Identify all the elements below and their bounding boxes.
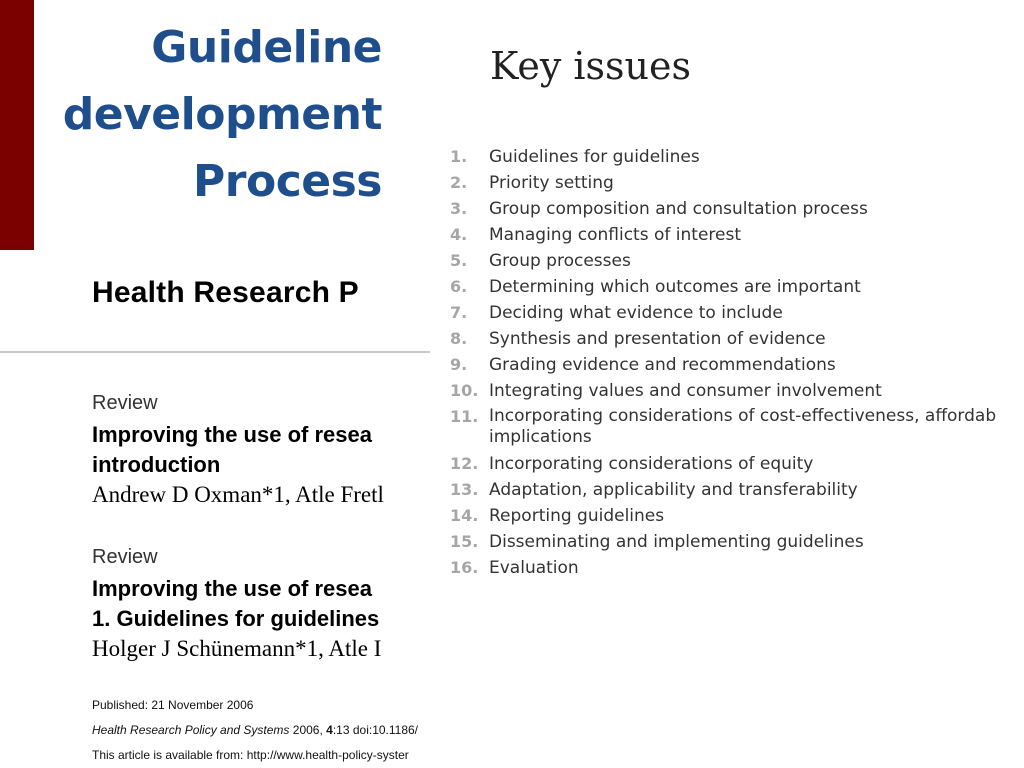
list-item bbox=[450, 222, 1024, 248]
slide-title-line: development bbox=[62, 89, 382, 140]
review-entry bbox=[92, 546, 381, 664]
item-text: Determining which outcomes are important bbox=[489, 277, 861, 297]
item-number: 2. bbox=[450, 173, 468, 192]
divider bbox=[0, 351, 430, 353]
item-number: 16. bbox=[450, 558, 479, 577]
review-title: 1. Guidelines for guidelines bbox=[92, 606, 380, 631]
availability-note: This article is available from: http://www.health-policy-syster bbox=[92, 748, 409, 762]
item-number: 14. bbox=[450, 506, 479, 525]
list-item bbox=[450, 196, 1024, 222]
item-number: 11. bbox=[450, 407, 479, 426]
review-authors: Andrew D Oxman*1, Atle Fretl bbox=[92, 482, 384, 507]
item-number: 8. bbox=[450, 329, 468, 348]
item-number: 10. bbox=[450, 381, 479, 400]
item-number: 6. bbox=[450, 277, 468, 296]
list-item bbox=[450, 378, 1024, 404]
review-authors: Holger J Schünemann*1, Atle I bbox=[92, 636, 382, 661]
key-issues-heading: Key issues bbox=[490, 44, 692, 88]
review-kind: Review bbox=[92, 546, 158, 568]
accent-bar bbox=[0, 0, 34, 250]
item-text: Incorporating considerations of cost-effectiveness, affordab bbox=[489, 406, 997, 426]
list-item bbox=[450, 503, 1024, 529]
list-item bbox=[450, 300, 1024, 326]
key-issues-list bbox=[450, 144, 1024, 581]
item-number: 13. bbox=[450, 480, 479, 499]
item-number: 9. bbox=[450, 355, 468, 374]
item-number: 4. bbox=[450, 225, 468, 244]
citation bbox=[92, 723, 418, 737]
list-item bbox=[450, 326, 1024, 352]
item-number: 7. bbox=[450, 303, 468, 322]
review-kind: Review bbox=[92, 392, 158, 414]
item-number: 3. bbox=[450, 199, 468, 218]
list-item bbox=[450, 144, 1024, 170]
item-text: Managing conflicts of interest bbox=[489, 225, 741, 245]
item-text: Group composition and consultation process bbox=[489, 199, 868, 219]
published-date: Published: 21 November 2006 bbox=[92, 698, 254, 712]
item-number: 12. bbox=[450, 454, 479, 473]
item-number: 1. bbox=[450, 147, 468, 166]
list-item bbox=[450, 477, 1024, 503]
journal-clipping bbox=[0, 262, 430, 768]
list-item bbox=[450, 529, 1024, 555]
review-title: introduction bbox=[92, 452, 221, 477]
list-item bbox=[450, 555, 1024, 581]
citation-year: 2006, bbox=[292, 723, 323, 737]
review-entry bbox=[92, 392, 384, 510]
slide-title-line: Process bbox=[193, 156, 382, 207]
item-text: Guidelines for guidelines bbox=[489, 147, 700, 167]
citation-rest: :13 doi:10.1186/ bbox=[332, 723, 419, 737]
list-item bbox=[450, 248, 1024, 274]
item-text: Integrating values and consumer involvement bbox=[489, 381, 882, 401]
slide-title bbox=[40, 14, 382, 215]
list-item bbox=[450, 404, 1024, 451]
list-item bbox=[450, 170, 1024, 196]
citation-journal: Health Research Policy and Systems bbox=[92, 723, 290, 737]
item-text: Reporting guidelines bbox=[489, 506, 665, 526]
item-number: 5. bbox=[450, 251, 468, 270]
list-item bbox=[450, 352, 1024, 378]
item-text: Incorporating considerations of equity bbox=[489, 454, 814, 474]
slide-title-line: Guideline bbox=[151, 22, 382, 73]
list-item bbox=[450, 274, 1024, 300]
review-title: Improving the use of resea bbox=[92, 422, 372, 447]
item-text: Group processes bbox=[489, 251, 631, 271]
item-text: Evaluation bbox=[489, 558, 579, 578]
item-text: Disseminating and implementing guidelines bbox=[489, 532, 864, 552]
item-number: 15. bbox=[450, 532, 479, 551]
review-title: Improving the use of resea bbox=[92, 576, 372, 601]
item-text: Synthesis and presentation of evidence bbox=[489, 329, 826, 349]
list-item bbox=[450, 451, 1024, 477]
item-text: Priority setting bbox=[489, 173, 614, 193]
item-text: Grading evidence and recommendations bbox=[489, 355, 836, 375]
item-text: Deciding what evidence to include bbox=[489, 303, 783, 323]
citation-volume: 4 bbox=[326, 723, 333, 737]
journal-name: Health Research P bbox=[92, 276, 359, 309]
item-text-continued: implications bbox=[489, 427, 592, 447]
item-text: Adaptation, applicability and transferability bbox=[489, 480, 858, 500]
